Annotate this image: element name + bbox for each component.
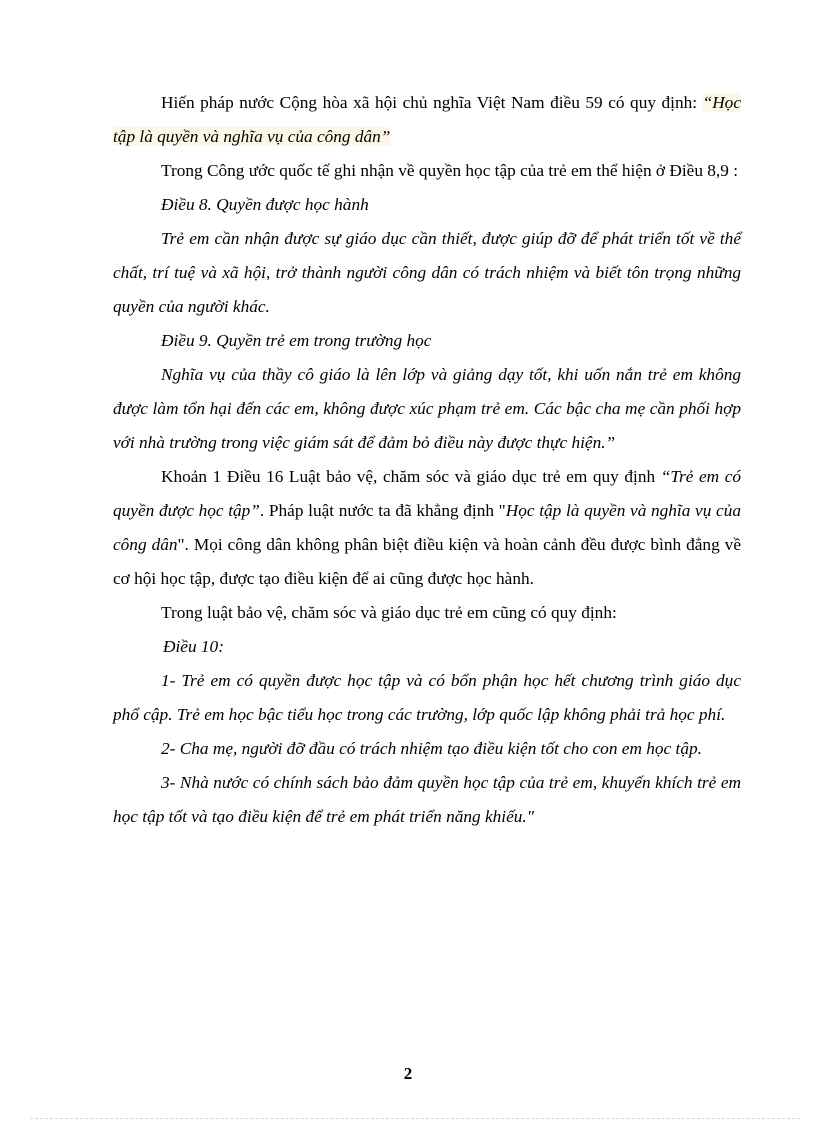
constitution-text: Hiến pháp nước Cộng hòa xã hội chủ nghĩa Việt Nam điều 59 có quy định: xyxy=(161,93,703,112)
law-16-quote: “Trẻ em có quyền được học tập” xyxy=(113,467,742,520)
constitution-quote: “Học tập là quyền và nghĩa vụ của công dân” xyxy=(113,93,741,146)
paragraph-law-intro: Trong luật bảo vệ, chăm sóc và giáo dục trẻ em cũng có quy định: xyxy=(161,603,617,622)
article-10-clause-1: 1- Trẻ em có quyền được học tập và có bổn phận học hết chương trình giáo dục phổ cập. Trẻ em học bậc tiểu học trong các trường, lớp quốc lập không phải trả học phí. xyxy=(113,671,741,724)
article-10-clause-3: 3- Nhà nước có chính sách bảo đảm quyền học tập của trẻ em, khuyến khích trẻ em học tập tốt và tạo điều kiện để trẻ em phát triển năng khiếu." xyxy=(113,773,741,826)
article-8-text: Trẻ em cần nhận được sự giáo dục cần thiết, được giúp đỡ để phát triển tốt về thể chất, trí tuệ và xã hội, trở thành người công dân có trách nhiệm và biết tôn trọng những quyền của người khác. xyxy=(113,229,741,316)
paragraph-constitution xyxy=(113,86,741,154)
paragraph-convention: Trong Công ước quốc tế ghi nhận về quyền học tập của trẻ em thể hiện ở Điều 8,9 : xyxy=(161,161,738,180)
law-16-text-3: ". Mọi công dân không phân biệt điều kiện và hoàn cảnh đều được bình đẳng về cơ hội học tập, được tạo điều kiện để ai cũng được học hành. xyxy=(113,535,741,588)
paragraph-law-article-16 xyxy=(113,460,741,596)
article-10-clause-2: 2- Cha mẹ, người đỡ đầu có trách nhiệm tạo điều kiện tốt cho con em học tập. xyxy=(161,739,702,758)
article-9-heading: Điều 9. Quyền trẻ em trong trường học xyxy=(161,331,432,350)
page-number: 2 xyxy=(403,1064,413,1083)
article-10-heading: Điều 10: xyxy=(163,637,224,656)
article-8-heading: Điều 8. Quyền được học hành xyxy=(161,195,369,214)
law-16-quote-2: Học tập là quyền và nghĩa vụ của công dân xyxy=(113,501,741,554)
page-divider xyxy=(30,1118,800,1119)
document-body xyxy=(113,86,741,834)
law-16-text-2: . Pháp luật nước ta đã khẳng định " xyxy=(259,501,506,520)
article-9-text: Nghĩa vụ của thầy cô giáo là lên lớp và giảng dạy tốt, khi uốn nắn trẻ em không được làm tổn hại đến các em, không được xúc phạm trẻ em. Các bậc cha mẹ cần phối hợp với nhà trường trong việc giám sát để đảm bỏ điều này được thực hiện.” xyxy=(113,365,741,452)
law-16-text: Khoản 1 Điều 16 Luật bảo vệ, chăm sóc và giáo dục trẻ em quy định xyxy=(161,467,661,486)
